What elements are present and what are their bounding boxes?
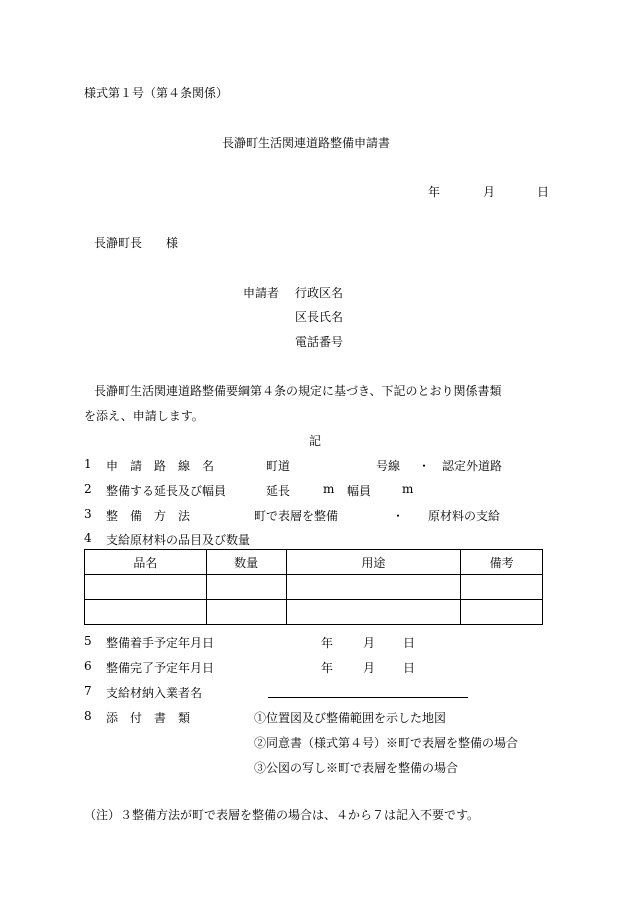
phone-number-field: 電話番号 [295, 335, 344, 349]
start-month-label: 月 [363, 636, 376, 650]
item-6-number: 6 [84, 659, 92, 673]
attachment-item: ②同意書（様式第４号）※町で表層を整備の場合 [254, 736, 519, 750]
col-header-item: 品名 [85, 550, 207, 575]
col-header-remarks: 備考 [461, 550, 543, 575]
item-7-label: 支給材納入業者名 [106, 686, 203, 700]
length-unit: m [323, 482, 335, 496]
chief-name-field: 区長氏名 [295, 310, 344, 324]
table-cell[interactable] [85, 575, 207, 600]
date-year-label: 年 [428, 185, 441, 199]
width-label: 幅員 [347, 484, 372, 498]
route-number-label: 号線 [376, 459, 401, 473]
method-option-town: 町で表層を整備 [254, 509, 339, 523]
item-8-label: 添 付 書 類 [106, 711, 191, 725]
unrecognized-road-label: 認定外道路 [442, 459, 503, 473]
width-unit: m [402, 482, 414, 496]
item-7-number: 7 [84, 684, 92, 698]
date-month-label: 月 [483, 185, 496, 199]
item-2-number: 2 [84, 482, 92, 496]
document-title: 長瀞町生活関連道路整備申請書 [222, 136, 391, 150]
item-1-separator: ・ [418, 459, 431, 473]
item-6-label: 整備完了予定年月日 [106, 661, 215, 675]
start-day-label: 日 [403, 636, 416, 650]
item-3-label: 整 備 方 法 [106, 509, 191, 523]
table-header-row [85, 550, 543, 575]
item-2-label: 整備する延長及び幅員 [106, 484, 227, 498]
end-day-label: 日 [403, 661, 416, 675]
table-row [85, 600, 543, 625]
length-label: 延長 [266, 484, 291, 498]
addressee: 長瀞町長 様 [94, 236, 179, 250]
ki-heading: 記 [309, 434, 322, 448]
method-option-material: 原材料の支給 [428, 509, 501, 523]
col-header-purpose: 用途 [286, 550, 461, 575]
item-1-number: 1 [84, 457, 92, 471]
table-cell[interactable] [206, 600, 286, 625]
date-day-label: 日 [537, 185, 550, 199]
item-4-label: 支給原材料の品目及び数量 [106, 533, 251, 547]
item-5-label: 整備着手予定年月日 [106, 636, 215, 650]
district-name-field: 行政区名 [295, 286, 344, 300]
table-cell[interactable] [461, 575, 543, 600]
item-3-number: 3 [84, 507, 92, 521]
item-3-separator: ・ [392, 509, 405, 523]
table-row [85, 575, 543, 600]
materials-table [84, 549, 543, 625]
start-year-label: 年 [321, 636, 334, 650]
item-1-label: 申 請 路 線 名 [106, 459, 215, 473]
end-month-label: 月 [363, 661, 376, 675]
item-8-number: 8 [84, 709, 92, 723]
body-text-line2: を添え、申請します。 [84, 409, 204, 423]
footnote: （注）３整備方法が町で表層を整備の場合は、４から７は記入不要です。 [84, 808, 480, 822]
attachment-item: ③公図の写し※町で表層を整備の場合 [254, 761, 459, 775]
table-cell[interactable] [85, 600, 207, 625]
form-number: 様式第１号（第４条関係） [84, 86, 229, 100]
body-text-line1: 長瀞町生活関連道路整備要綱第４条の規定に基づき、下記のとおり関係書類 [94, 384, 502, 398]
table-cell[interactable] [286, 575, 461, 600]
item-4-number: 4 [84, 531, 92, 545]
item-5-number: 5 [84, 634, 92, 648]
col-header-quantity: 数量 [206, 550, 286, 575]
attachment-item: ①位置図及び整備範囲を示した地図 [254, 711, 447, 725]
supplier-name-line[interactable] [268, 697, 468, 698]
table-cell[interactable] [286, 600, 461, 625]
road-town-label: 町道 [266, 459, 291, 473]
applicant-label: 申請者 [243, 286, 280, 300]
table-cell[interactable] [206, 575, 286, 600]
end-year-label: 年 [321, 661, 334, 675]
table-cell[interactable] [461, 600, 543, 625]
